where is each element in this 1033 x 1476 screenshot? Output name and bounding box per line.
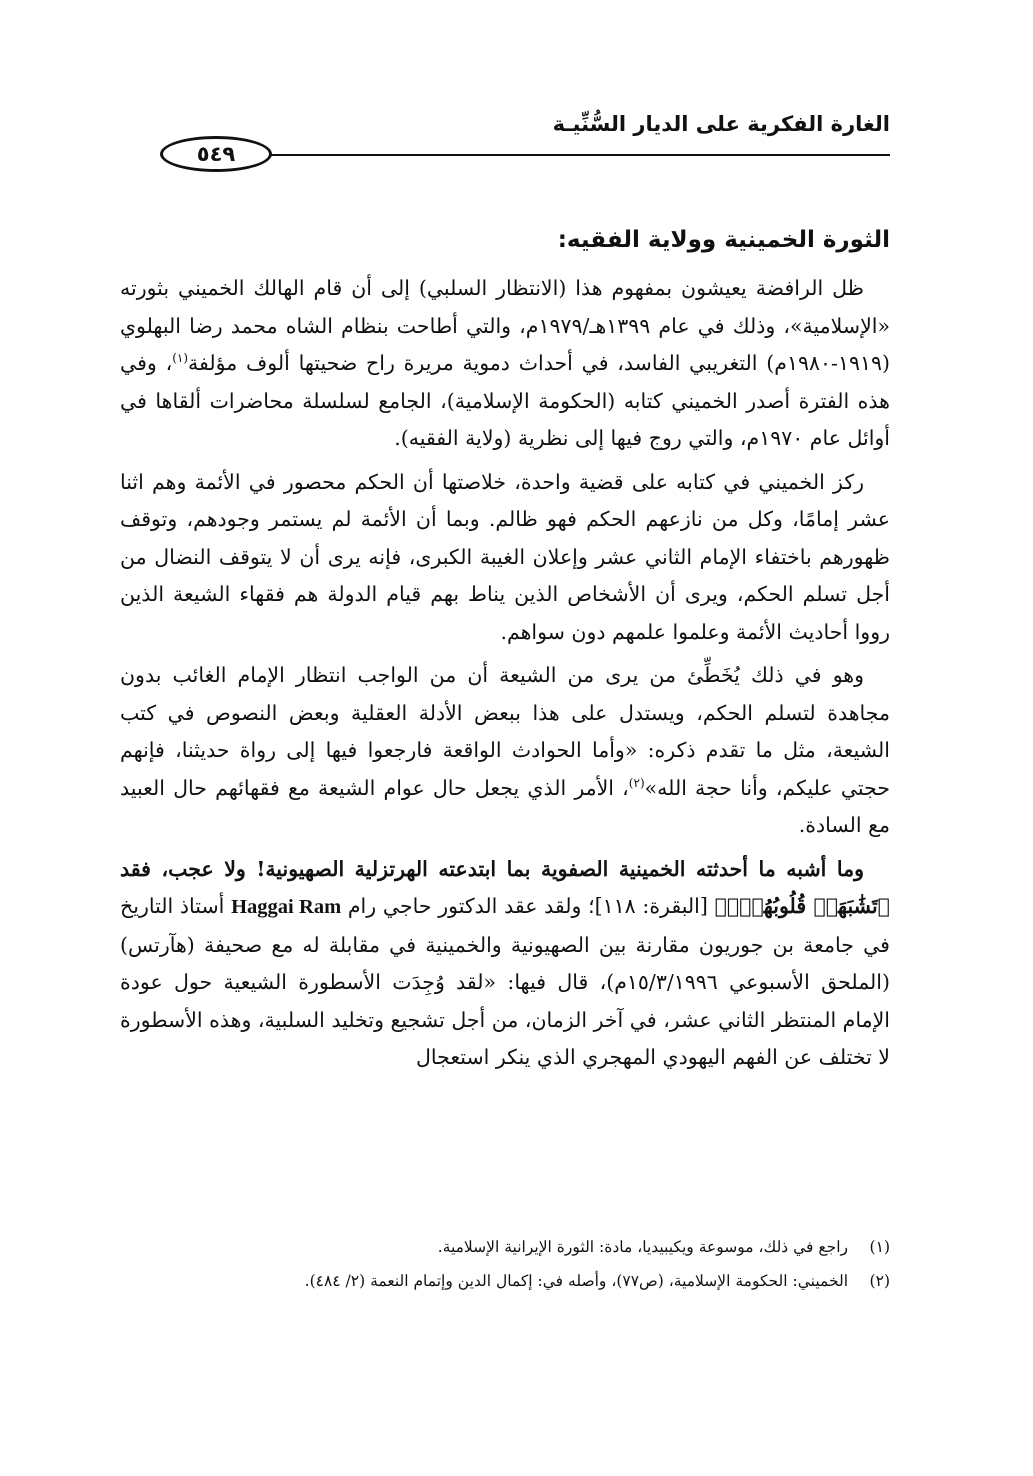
footnote-ref-1[interactable]: (١) — [172, 351, 189, 366]
footnote-ref-2[interactable]: (٢) — [628, 775, 645, 790]
paragraph-2: ركز الخميني في كتابه على قضية واحدة، خلاصتها أن الحكم محصور في الأئمة وهم اثنا عشر إمامًا، وكل من نازعهم الحكم فهو ظالم. وبما أن الأئمة لم يستمر وجودهم، وتوقف ظهورهم باختفاء الإمام الثاني عشر وإعلان الغيبة الكبرى، فإنه يرى أن لا يتوقف النضال من أجل تسلم الحكم، ويرى أن الأشخاص الذين يناط بهم قيام الدولة هم فقهاء الشيعة الذين رووا أحاديث الأئمة وعلموا علمهم دون سواهم. — [120, 469, 890, 644]
header-rule — [258, 154, 890, 156]
paragraph-text: ظل الرافضة يعيشون بمفهوم هذا (الانتظار السلبي) إلى أن قام الهالك الخميني بثورته «الإسلامية»، وذلك في عام ١٣٩٩هـ/١٩٧٩م، والتي أطاحت بنظام الشاه محمد رضا البهلوي (١٩١٩-١٩٨٠م) التغريبي الفاسد، في أحداث دموية مريرة راح ضحيتها ألوف مؤلفة — [120, 276, 891, 375]
footnote-text: الخميني: الحكومة الإسلامية، (ص٧٧)، وأصله في: إكمال الدين وإتمام النعمة (٢/ ٤٨٤). — [304, 1272, 848, 1290]
page-header — [118, 108, 890, 178]
main-content — [120, 222, 890, 1083]
section-heading: الثورة الخمينية وولاية الفقيه: — [557, 227, 890, 253]
latin-name: Haggai Ram — [231, 896, 342, 918]
footnote-number: (٢) — [869, 1272, 890, 1290]
paragraph-text: وهو في ذلك يُخَطِّئ من يرى من الشيعة أن من الواجب انتظار الإمام الغائب بدون مجاهدة لتسلم الحكم، ويستدل على هذا ببعض الأدلة العقلية وبعض النصوص في كتب الشيعة، مثل ما تقدم ذكره: «وأما الحوادث الواقعة فارجعوا فيها إلى رواة حديثنا، فإنهم حجتي عليكم، وأنا حجة الله» — [120, 663, 890, 800]
footnote-text: راجع في ذلك، موسوعة ويكيبيديا، مادة: الثورة الإيرانية الإسلامية. — [437, 1238, 848, 1256]
paragraph-text: ، الأمر الذي يجعل حال عوام الشيعة مع فقهائهم حال العبيد مع السادة. — [120, 775, 890, 837]
paragraph-3 — [120, 657, 890, 845]
paragraph-1 — [120, 270, 890, 458]
footnote-2 — [120, 1266, 890, 1296]
running-title: الغارة الفكرية على الديار السُّنِّيـة — [552, 112, 890, 136]
quran-reference: [البقرة: ١١٨]؛ ولقد عقد الدكتور حاجي رام — [341, 894, 715, 918]
paragraph-text: أستاذ التاريخ في جامعة بن جوريون مقارنة بين الصهيونية والخمينية في مقابلة له مع صحيفة (هآرتس) (الملحق الأسبوعي ١٥/٣/١٩٩٦م)، قال فيها: «لقد وُجِدَت الأسطورة الشيعية حول عودة الإمام المنتظر الثاني عشر، في آخر الزمان، من أجل تشجيع وتخليد السلبية، وهذه الأسطورة لا تختلف عن الفهم اليهودي المهجري الذي ينكر استعجال — [120, 894, 890, 1069]
footnote-number: (١) — [869, 1238, 890, 1256]
footnotes — [120, 1232, 890, 1300]
paragraph-text: ، وفي هذه الفترة أصدر الخميني كتابه (الحكومة الإسلامية)، الجامع لسلسلة محاضرات ألقاها في أوائل عام ١٩٧٠م، والتي روج فيها إلى نظرية (ولاية الفقيه). — [120, 351, 890, 450]
paragraph-4 — [120, 851, 890, 1077]
page-number-badge: ٥٤٩ — [160, 136, 272, 172]
bold-lead-text: وما أشبه ما أحدثته الخمينية الصفوية بما ابتدعته الهرتزلية الصهيونية! ولا عجب، فقد ﴿تَشَٰبَهَتۡ قُلُوبُهُمۡۗ﴾ — [120, 856, 890, 918]
footnote-1 — [120, 1232, 890, 1262]
